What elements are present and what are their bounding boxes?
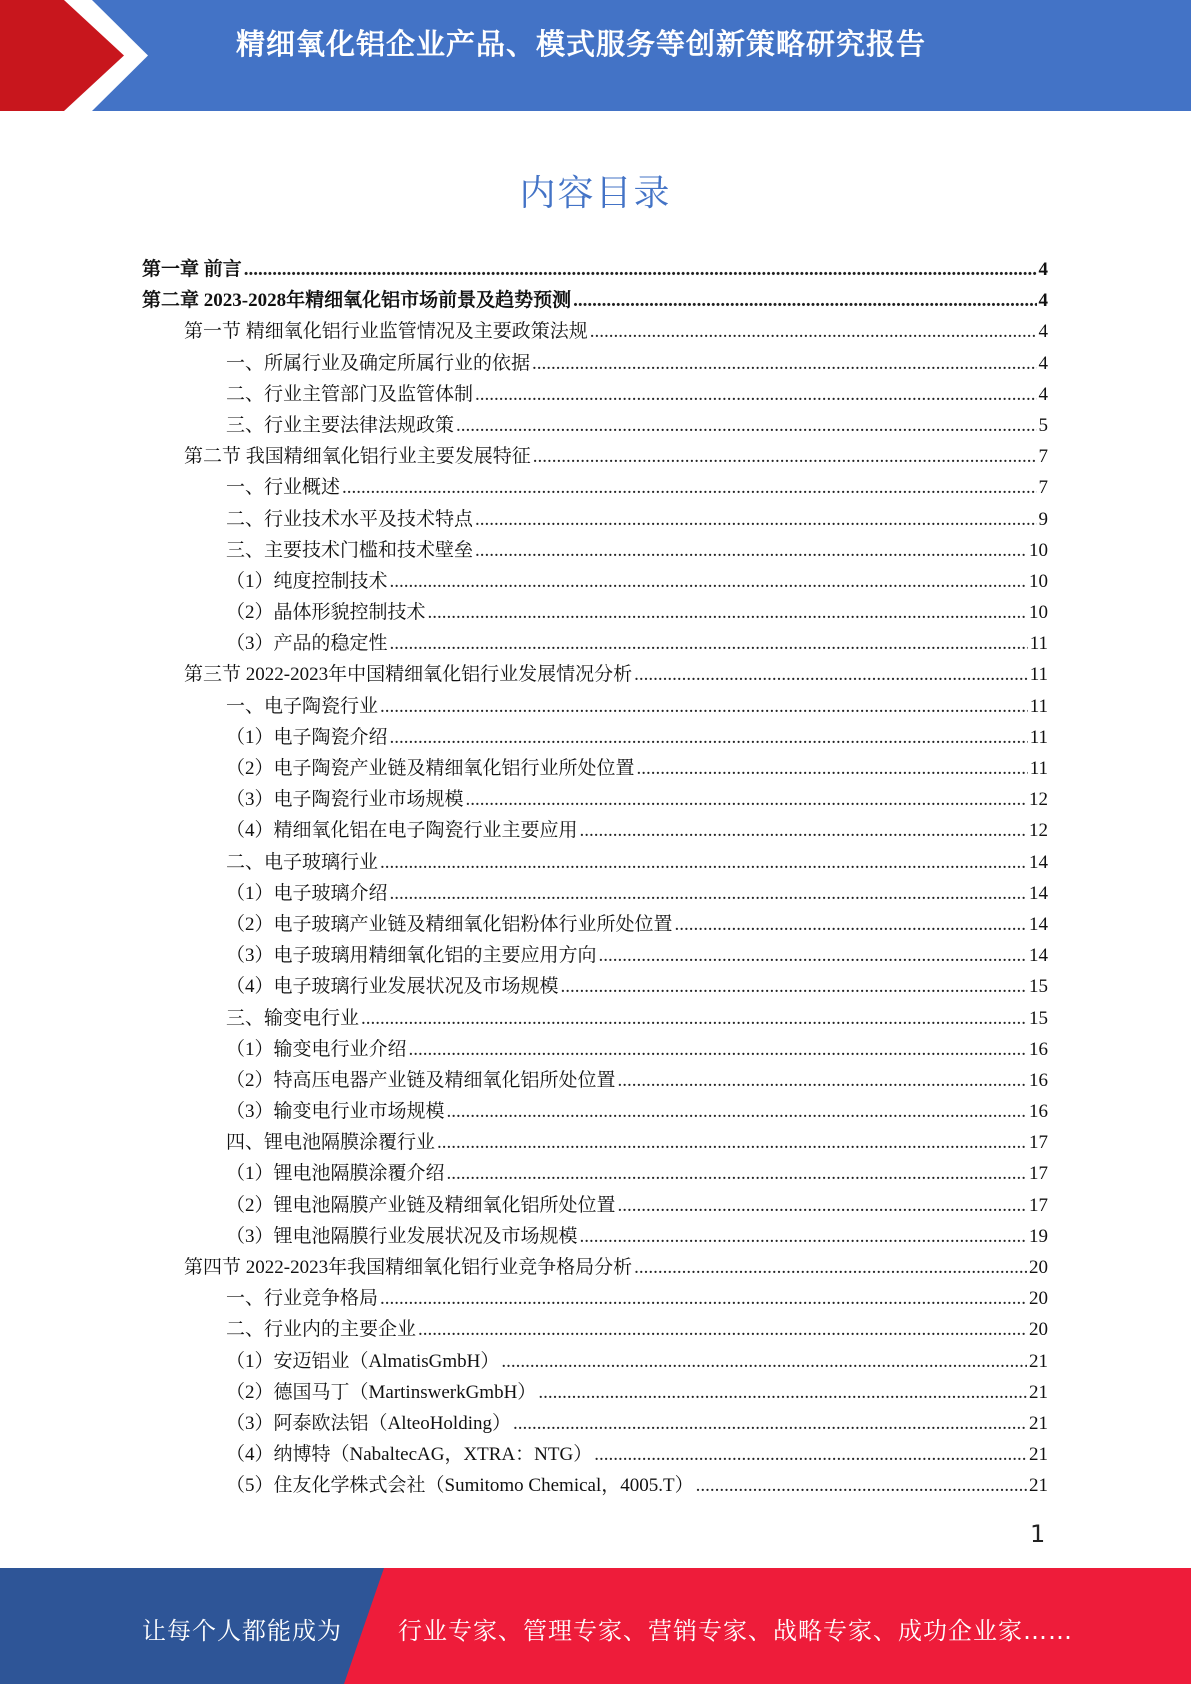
toc-entry[interactable] [142, 379, 1048, 410]
toc-entry-page: 21 [1029, 1444, 1048, 1466]
page-number: 1 [1030, 1520, 1046, 1548]
page-footer [0, 1568, 1191, 1684]
toc-entry[interactable] [142, 535, 1048, 566]
toc-entry[interactable] [142, 410, 1048, 441]
toc-entry[interactable] [142, 1252, 1048, 1283]
toc-entry-page: 11 [1029, 664, 1048, 686]
toc-entry-page: 16 [1029, 1069, 1048, 1091]
toc-entry-page: 11 [1029, 726, 1048, 748]
toc-entry-title: （1）电子陶瓷介绍 [226, 726, 388, 748]
toc-entry[interactable] [142, 909, 1048, 940]
toc-entry[interactable] [142, 1158, 1048, 1189]
toc-dot-leader [390, 883, 1027, 905]
toc-entry[interactable] [142, 971, 1048, 1002]
toc-entry-title: （3）产品的稳定性 [226, 633, 388, 655]
toc-entry-title: 三、行业主要法律法规政策 [226, 414, 455, 436]
toc-dot-leader [594, 1444, 1027, 1466]
toc-entry[interactable] [142, 659, 1048, 690]
toc-dot-leader [475, 509, 1036, 531]
toc-entry-title: 一、所属行业及确定所属行业的依据 [226, 352, 531, 374]
toc-entry[interactable] [142, 504, 1048, 535]
toc-dot-leader [342, 477, 1036, 499]
toc-dot-leader [475, 384, 1036, 406]
page-header [0, 0, 1191, 111]
toc-entry-title: 一、行业概述 [226, 477, 341, 499]
toc-entry-title: 第一章 前言 [142, 259, 242, 280]
toc-dot-leader [447, 1101, 1027, 1123]
toc-entry-title: 第一节 精细氧化铝行业监管情况及主要政策法规 [184, 321, 588, 343]
toc-entry-title: 二、电子玻璃行业 [226, 851, 379, 873]
toc-entry-title: 四、锂电池隔膜涂覆行业 [226, 1132, 436, 1154]
toc-entry-title: （1）锂电池隔膜涂覆介绍 [226, 1163, 445, 1185]
toc-entry-title: 三、输变电行业 [226, 1007, 360, 1029]
toc-entry[interactable] [142, 1346, 1048, 1377]
toc-entry-page: 17 [1029, 1163, 1048, 1185]
toc-entry[interactable] [142, 254, 1048, 285]
toc-dot-leader [618, 1195, 1027, 1217]
toc-entry-title: （1）安迈铝业（AlmatisGmbH） [226, 1350, 500, 1372]
toc-entry[interactable] [142, 1127, 1048, 1158]
toc-entry-title: （4）纳博特（NabaltecAG，XTRA：NTG） [226, 1444, 593, 1466]
toc-dot-leader [437, 1132, 1027, 1154]
toc-entry[interactable] [142, 1314, 1048, 1345]
toc-entry[interactable] [142, 566, 1048, 597]
toc-entry[interactable] [142, 597, 1048, 628]
toc-entry-title: （3）输变电行业市场规模 [226, 1101, 445, 1123]
toc-dot-leader [533, 446, 1037, 468]
toc-dot-leader [696, 1475, 1027, 1497]
toc-entry-page: 11 [1029, 695, 1048, 717]
toc-entry-page: 19 [1029, 1225, 1048, 1247]
toc-entry-page: 17 [1029, 1194, 1048, 1216]
toc-dot-leader [466, 789, 1027, 811]
toc-title: 内容目录 [519, 173, 672, 214]
toc-entry-page: 12 [1029, 820, 1048, 842]
toc-entry[interactable] [142, 878, 1048, 909]
toc-dot-leader [501, 1351, 1027, 1373]
toc-entry[interactable] [142, 1408, 1048, 1439]
toc-entry-title: （5）住友化学株式会社（Sumitomo Chemical，4005.T） [226, 1475, 694, 1497]
toc-entry-title: （3）电子陶瓷行业市场规模 [226, 789, 464, 811]
toc-entry-title: （1）输变电行业介绍 [226, 1038, 407, 1060]
toc-entry[interactable] [142, 1377, 1048, 1408]
toc-entry-page: 20 [1029, 1319, 1048, 1341]
toc-entry[interactable] [142, 753, 1048, 784]
header-red-arrow [0, 0, 155, 111]
toc-entry[interactable] [142, 316, 1048, 347]
toc-entry-title: （3）阿泰欧法铝（AlteoHolding） [226, 1412, 511, 1434]
toc-entry-page: 14 [1029, 882, 1048, 904]
toc-dot-leader [580, 820, 1027, 842]
toc-entry-title: （2）锂电池隔膜产业链及精细氧化铝所处位置 [226, 1194, 616, 1216]
toc-dot-leader [447, 1163, 1027, 1185]
toc-dot-leader [409, 1039, 1027, 1061]
toc-entry[interactable] [142, 1439, 1048, 1470]
toc-entry-title: 一、行业竞争格局 [226, 1288, 379, 1310]
toc-entry-title: （1）纯度控制技术 [226, 570, 388, 592]
toc-dot-leader [634, 664, 1028, 686]
toc-entry-page: 14 [1029, 913, 1048, 935]
toc-entry-title: 第二章 2023-2028年精细氧化铝市场前景及趋势预测 [142, 290, 572, 312]
toc-entry-page: 7 [1038, 446, 1048, 468]
toc-dot-leader [675, 914, 1027, 936]
toc-entry[interactable] [142, 1190, 1048, 1221]
toc-entry-title: （4）精细氧化铝在电子陶瓷行业主要应用 [226, 820, 578, 842]
toc-dot-leader [361, 1008, 1027, 1030]
toc-dot-leader [599, 945, 1027, 967]
toc-dot-leader [634, 1257, 1027, 1279]
toc-entry-page: 4 [1038, 290, 1048, 312]
toc-entry-title: 二、行业内的主要企业 [226, 1319, 417, 1341]
toc-dot-leader [538, 1382, 1027, 1404]
toc-dot-leader [390, 633, 1028, 655]
toc-entry-title: 二、行业主管部门及监管体制 [226, 383, 474, 405]
table-of-contents [142, 254, 1048, 1502]
toc-entry-title: 二、行业技术水平及技术特点 [226, 508, 474, 530]
toc-entry-page: 11 [1029, 633, 1048, 655]
toc-entry-page: 9 [1038, 508, 1048, 530]
toc-entry-title: （1）电子玻璃介绍 [226, 882, 388, 904]
toc-entry-page: 21 [1029, 1412, 1048, 1434]
toc-entry-page: 21 [1029, 1381, 1048, 1403]
toc-entry-page: 7 [1038, 477, 1048, 499]
toc-entry[interactable] [142, 1065, 1048, 1096]
toc-entry-title: 第三节 2022-2023年中国精细氧化铝行业发展情况分析 [184, 664, 633, 686]
toc-entry-page: 16 [1029, 1038, 1048, 1060]
toc-entry[interactable] [142, 691, 1048, 722]
toc-entry[interactable] [142, 1470, 1048, 1501]
toc-entry-page: 14 [1029, 851, 1048, 873]
toc-entry[interactable] [142, 285, 1048, 316]
toc-dot-leader [561, 976, 1027, 998]
toc-entry-page: 11 [1029, 758, 1048, 779]
toc-entry-page: 4 [1038, 321, 1048, 343]
toc-dot-leader [244, 259, 1037, 281]
toc-entry-title: 第四节 2022-2023年我国精细氧化铝行业竞争格局分析 [184, 1257, 633, 1278]
toc-dot-leader [513, 1413, 1027, 1435]
toc-dot-leader [580, 1226, 1027, 1248]
toc-entry-title: 第二节 我国精细氧化铝行业主要发展特征 [184, 446, 531, 468]
toc-entry-page: 20 [1029, 1257, 1048, 1278]
toc-entry-page: 5 [1038, 414, 1048, 436]
toc-entry-title: （4）电子玻璃行业发展状况及市场规模 [226, 976, 559, 998]
toc-entry-page: 14 [1029, 945, 1048, 967]
toc-entry[interactable] [142, 1221, 1048, 1252]
footer-slogan-right: 行业专家、管理专家、营销专家、战略专家、成功企业家…… [398, 1617, 1073, 1645]
toc-entry-title: 三、主要技术门槛和技术壁垒 [226, 539, 474, 561]
report-title: 精细氧化铝企业产品、模式服务等创新策略研究报告 [236, 27, 927, 61]
toc-entry-title: （3）电子玻璃用精细氧化铝的主要应用方向 [226, 945, 597, 967]
toc-entry[interactable] [142, 1283, 1048, 1314]
toc-entry-page: 15 [1029, 976, 1048, 998]
toc-dot-leader [618, 1070, 1027, 1092]
toc-dot-leader [637, 758, 1028, 780]
toc-dot-leader [590, 321, 1037, 343]
toc-dot-leader [428, 602, 1027, 624]
toc-dot-leader [390, 571, 1027, 593]
toc-entry[interactable] [142, 348, 1048, 379]
toc-entry-page: 20 [1029, 1288, 1048, 1310]
toc-entry[interactable] [142, 441, 1048, 472]
toc-entry-title: （2）德国马丁（MartinswerkGmbH） [226, 1381, 537, 1403]
toc-entry-title: 一、电子陶瓷行业 [226, 695, 379, 717]
toc-dot-leader [532, 353, 1036, 375]
toc-entry-title: （2）电子陶瓷产业链及精细氧化铝行业所处位置 [226, 758, 635, 779]
toc-entry-page: 4 [1038, 352, 1048, 374]
toc-dot-leader [390, 727, 1028, 749]
toc-entry[interactable] [142, 722, 1048, 753]
toc-entry-page: 21 [1029, 1350, 1048, 1372]
toc-entry[interactable] [142, 472, 1048, 503]
toc-entry-page: 17 [1029, 1132, 1048, 1154]
toc-entry-title: （2）电子玻璃产业链及精细氧化铝粉体行业所处位置 [226, 913, 673, 935]
toc-dot-leader [418, 1319, 1027, 1341]
toc-entry[interactable] [142, 815, 1048, 846]
toc-entry[interactable] [142, 1034, 1048, 1065]
toc-dot-leader [573, 290, 1036, 312]
toc-entry-page: 10 [1029, 570, 1048, 592]
toc-dot-leader [380, 696, 1028, 718]
toc-entry-title: （2）特高压电器产业链及精细氧化铝所处位置 [226, 1069, 616, 1091]
toc-entry-page: 21 [1029, 1475, 1048, 1497]
toc-entry[interactable] [142, 847, 1048, 878]
toc-dot-leader [456, 415, 1036, 437]
toc-entry-title: （3）锂电池隔膜行业发展状况及市场规模 [226, 1225, 578, 1247]
toc-entry[interactable] [142, 1003, 1048, 1034]
toc-entry-page: 12 [1029, 789, 1048, 811]
toc-entry-page: 15 [1029, 1007, 1048, 1029]
toc-entry-page: 4 [1038, 383, 1048, 405]
toc-dot-leader [380, 1288, 1027, 1310]
toc-entry-page: 16 [1029, 1101, 1048, 1123]
toc-entry-title: （2）晶体形貌控制技术 [226, 602, 426, 624]
toc-entry-page: 4 [1038, 259, 1048, 280]
toc-entry-page: 10 [1029, 539, 1048, 561]
toc-dot-leader [475, 540, 1027, 562]
footer-slogan-left: 让每个人都能成为 [142, 1617, 342, 1645]
toc-entry-page: 10 [1029, 602, 1048, 624]
toc-entry[interactable] [142, 1096, 1048, 1127]
toc-entry[interactable] [142, 784, 1048, 815]
toc-dot-leader [380, 852, 1027, 874]
toc-entry[interactable] [142, 628, 1048, 659]
toc-entry[interactable] [142, 940, 1048, 971]
